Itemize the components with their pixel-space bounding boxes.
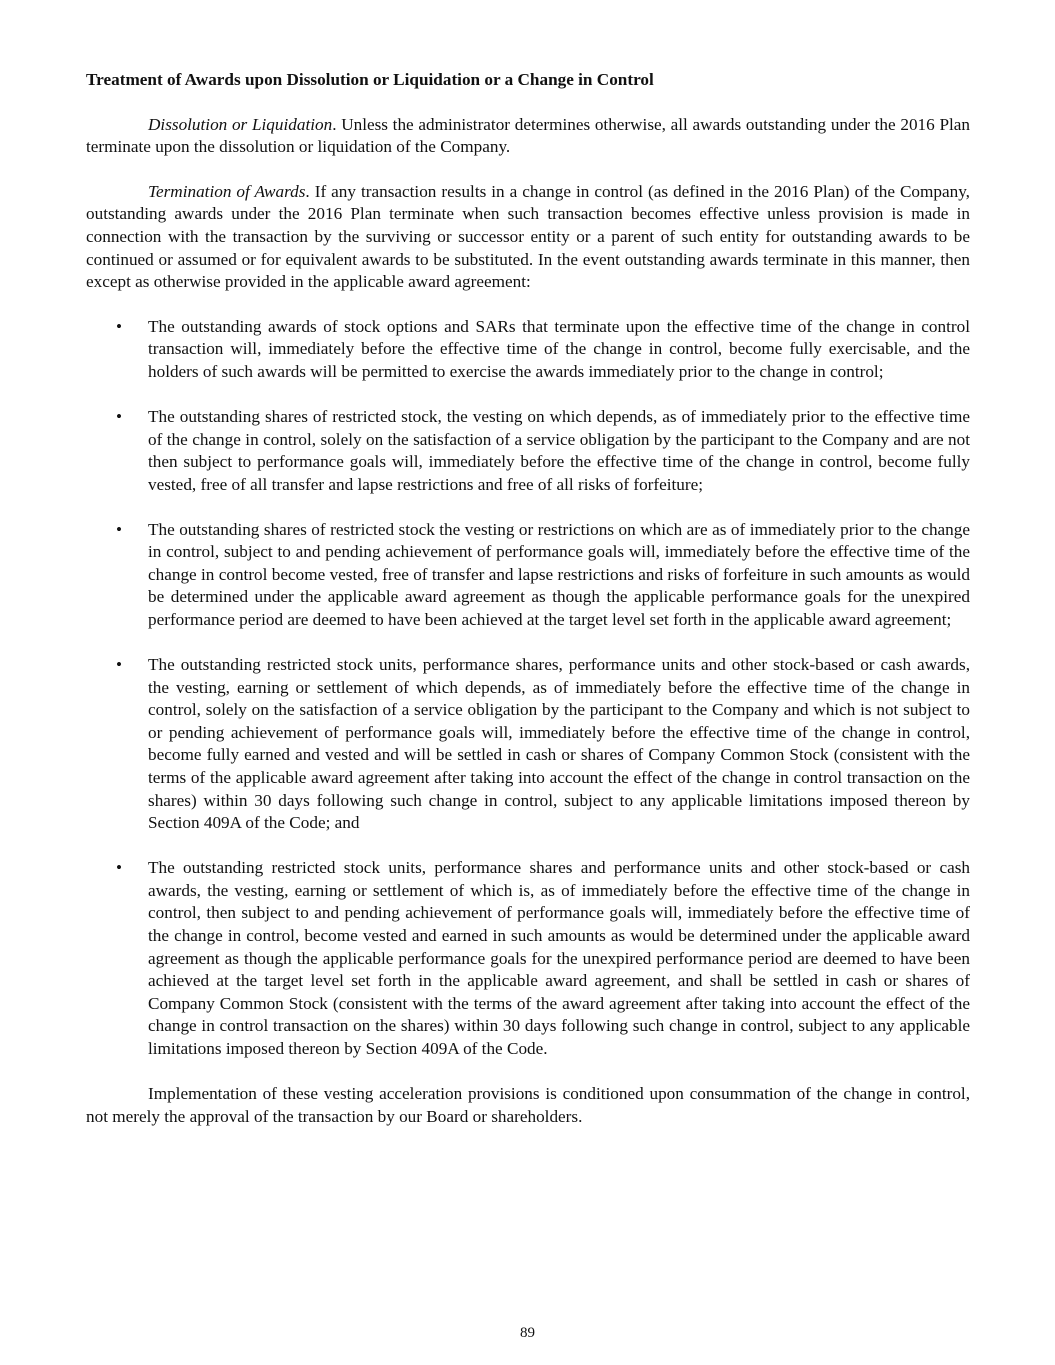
list-item <box>86 519 970 632</box>
list-item <box>86 316 970 384</box>
list-item <box>86 654 970 835</box>
page-number: 89 <box>520 1325 535 1341</box>
paragraph-body-termination: . If any transaction results in a change in control (as defined in the 2016 Plan) of the Company, outstanding awards under the 2016 Plan terminate when such transaction becomes effective unless provision is made in connection with the transaction by the surviving or successor entity or a parent of such entity for outstanding awards to be continued or assumed or for equivalent awards to be substituted. In the event outstanding awards terminate in this manner, then except as otherwise provided in the applicable award agreement: <box>86 181 970 292</box>
list-item-text: The outstanding awards of stock options and SARs that terminate upon the effective time of the change in control transaction will, immediately before the effective time of the change in control, become fully exercisable, and the holders of such awards will be permitted to exercise the awards immediately prior to the change in control; <box>148 316 970 381</box>
list-item-text: The outstanding restricted stock units, performance shares, performance units and other stock-based or cash awards, the vesting, earning or settlement of which depends, as of immediately before the effective time of the change in control, solely on the satisfaction of a service obligation by the participant to the Company and which is not subject to or pending achievement of performance goals will, immediately before the effective time of the change in control, become fully earned and vested and will be settled in cash or shares of Company Common Stock (consistent with the terms of the applicable award agreement after taking into account the effect of the change in control transaction on the shares) within 30 days following such change in control, subject to any applicable limitations imposed thereon by Section 409A of the Code; and <box>148 655 970 833</box>
bullet-icon: • <box>116 519 123 539</box>
list-item-text: The outstanding restricted stock units, performance shares and performance units and other stock-based or cash awards, the vesting, earning or settlement of which is, as of immediately before the effective time of the change in control, then subject to and pending achievement of performance goals will, immediately before the effective time of the change in control, become vested and earned in such amounts as would be determined under the applicable award agreement as though the applicable performance goals for the unexpired performance period are deemed to have been achieved at the target level set forth in the applicable award agreement, and shall be settled in cash or shares of Company Common Stock (consistent with the terms of the award agreement after taking into account the effect of the change in control transaction on the shares) within 30 days following such change in control, subject to any applicable limitations imposed thereon by Section 409A of the Code. <box>148 858 970 1058</box>
list-item-text: The outstanding shares of restricted stock, the vesting on which depends, as of immediately prior to the effective time of the change in control, solely on the satisfaction of a service obligation by the participant to the Company and are not then subject to performance goals will, immediately before the effective time of the change in control, become fully vested, free of all transfer and lapse restrictions and free of all risks of forfeiture; <box>148 406 970 494</box>
bullet-icon: • <box>116 406 123 426</box>
bullet-icon: • <box>116 858 123 878</box>
paragraph-lead-dissolution: Dissolution or Liquidation <box>148 114 333 134</box>
list-item-text: The outstanding shares of restricted stock the vesting or restrictions on which are as of immediately prior to the change in control, subject to and pending achievement of performance goals will, immediately before the effective time of the change in control become vested, free of transfer and lapse restrictions and risks of forfeiture in such amounts as would be determined under the applicable award agreement as though the applicable performance goals for the unexpired performance period are deemed to have been achieved at the target level set forth in the applicable award agreement; <box>148 519 970 630</box>
document-page <box>86 69 970 1150</box>
section-heading: Treatment of Awards upon Dissolution or Liquidation or a Change in Control <box>86 70 654 89</box>
paragraph-lead-termination: Termination of Awards <box>148 181 306 201</box>
closing-paragraph: Implementation of these vesting acceleration provisions is conditioned upon consummation of the change in control, not merely the approval of the transaction by our Board or shareholders. <box>86 1083 970 1126</box>
bullet-icon: • <box>116 316 123 336</box>
dissolution-paragraph <box>86 114 970 159</box>
bullet-icon: • <box>116 655 123 675</box>
termination-paragraph <box>86 181 970 294</box>
list-item <box>86 857 970 1060</box>
paragraph-body-dissolution: . Unless the administrator determines otherwise, all awards outstanding under the 2016 Plan terminate upon the dissolution or liquidation of the Company. <box>86 114 970 157</box>
list-item <box>86 406 970 496</box>
award-treatment-list <box>86 316 970 1061</box>
